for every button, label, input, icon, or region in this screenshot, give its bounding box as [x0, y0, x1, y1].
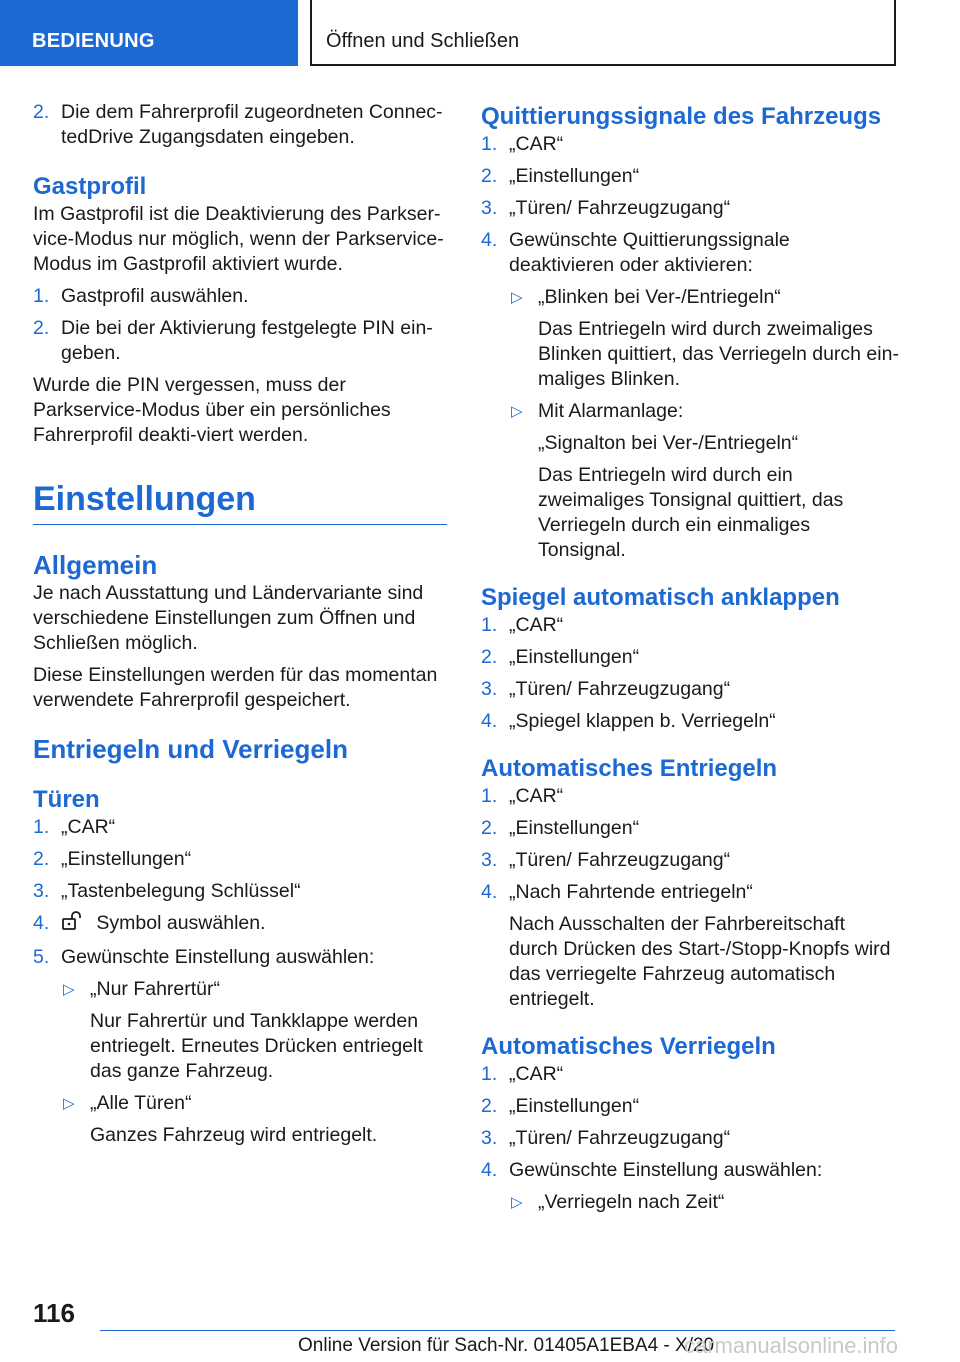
item-number: 2.	[481, 817, 498, 839]
item-number: 4.	[481, 229, 498, 251]
item-text: Gewünschte Einstellung auswählen:	[61, 946, 375, 968]
item-text: „CAR“	[509, 133, 564, 155]
sub-item-label: Mit Alarmanlage:	[538, 400, 684, 422]
item-text: „Einstellungen“	[509, 817, 640, 839]
item-number: 2.	[33, 848, 50, 870]
item-number: 2.	[33, 317, 50, 339]
section-label: BEDIENUNG	[32, 30, 155, 52]
item-text: „Türen/ Fahrzeugzugang“	[509, 678, 731, 700]
item-text: Symbol auswählen.	[96, 912, 266, 934]
heading-quittierung: Quittierungssignale des Fahrzeugs	[481, 103, 882, 130]
heading-tueren: Türen	[33, 786, 100, 813]
unlock-icon	[61, 911, 85, 938]
item-text: „Einstellungen“	[509, 1095, 640, 1117]
list-item	[481, 1062, 899, 1087]
list-item	[481, 848, 899, 873]
item-number: 4.	[481, 1159, 498, 1181]
item-text: „CAR“	[509, 614, 564, 636]
item-number: 2.	[481, 165, 498, 187]
heading-spiegel: Spiegel automatisch anklappen	[481, 584, 840, 611]
page-number: 116	[33, 1298, 75, 1328]
list-item	[33, 879, 447, 904]
item-text: „Tastenbelegung Schlüssel“	[61, 880, 301, 902]
item-number: 3.	[33, 880, 50, 902]
item-text: „CAR“	[61, 816, 116, 838]
heading-auto-entriegeln: Automatisches Entriegeln	[481, 755, 778, 782]
sub-item-desc: Das Entriegeln wird durch zweimaliges Blinken quittiert, das Verriegeln durch ein-maliges Blinken.	[538, 318, 899, 390]
list-item	[481, 1094, 899, 1119]
list-item	[481, 880, 899, 905]
item-text: „Spiegel klappen b. Verriegeln“	[509, 710, 776, 732]
item-number: 4.	[33, 912, 50, 934]
heading-einstellungen: Einstellungen	[33, 480, 256, 518]
item-text: „Türen/ Fahrzeugzugang“	[509, 197, 731, 219]
auto-entriegeln-note: Nach Ausschalten der Fahrbereitschaft durch Drücken des Start-/Stopp-Knopfs wird das verriegelte Fahrzeug automatisch entriegelt.	[509, 913, 891, 1010]
list-item	[33, 945, 447, 970]
item-number: 1.	[481, 614, 498, 636]
sub-item	[481, 1190, 899, 1215]
item-number: 1.	[33, 285, 50, 307]
item-text: „Einstellungen“	[509, 646, 640, 668]
item-text: „Einstellungen“	[61, 848, 192, 870]
item-number: 2.	[481, 1095, 498, 1117]
item-text: Gewünschte Einstellung auswählen:	[509, 1159, 823, 1181]
list-item	[481, 645, 899, 670]
triangle-right-icon: ▷	[511, 403, 523, 420]
list-item	[481, 1158, 899, 1183]
item-number: 1.	[481, 1063, 498, 1085]
heading-allgemein: Allgemein	[33, 550, 158, 580]
item-text: „Einstellungen“	[509, 165, 640, 187]
page-header	[0, 0, 960, 66]
heading-gastprofil: Gastprofil	[33, 173, 147, 200]
item-text: „Türen/ Fahrzeugzugang“	[509, 849, 731, 871]
left-column	[33, 100, 447, 1155]
sub-item	[33, 977, 447, 1002]
sub-item-label: „Nur Fahrertür“	[90, 978, 221, 1000]
item-text: „CAR“	[509, 1063, 564, 1085]
item-number: 1.	[481, 785, 498, 807]
sub-item-label: „Alle Türen“	[90, 1092, 192, 1114]
sub-item-desc: Nur Fahrertür und Tankklappe werden entriegelt. Erneutes Drücken entriegelt das ganze Fahrzeug.	[90, 1010, 423, 1082]
list-item	[33, 847, 447, 872]
item-number: 1.	[481, 133, 498, 155]
item-number: 5.	[33, 946, 50, 968]
watermark: carmanualsonline.info	[684, 1333, 899, 1358]
sub-item-label: „Blinken bei Ver-/Entriegeln“	[538, 286, 781, 308]
list-item	[481, 132, 899, 157]
item-number: 2.	[33, 101, 50, 123]
item-number: 3.	[481, 1127, 498, 1149]
list-item	[481, 709, 899, 734]
item-text: Gastprofil auswählen.	[61, 285, 249, 307]
list-item	[481, 677, 899, 702]
list-item	[33, 815, 447, 840]
chapter-title: Öffnen und Schließen	[326, 30, 520, 52]
list-item	[481, 1126, 899, 1151]
item-number: 3.	[481, 678, 498, 700]
heading-entriegeln: Entriegeln und Verriegeln	[33, 734, 348, 764]
section-tab	[0, 0, 298, 66]
triangle-right-icon: ▷	[511, 289, 523, 306]
list-item	[481, 164, 899, 189]
item-number: 4.	[481, 881, 498, 903]
heading-einstellungen-wrap	[33, 478, 447, 525]
triangle-right-icon: ▷	[63, 981, 75, 998]
item-text: Die bei der Aktivierung festgelegte PIN ein-geben.	[61, 317, 433, 364]
list-item	[481, 228, 899, 278]
footer-online-version: Online Version für Sach-Nr. 01405A1EBA4 - X/20	[298, 1335, 715, 1356]
item-number: 1.	[33, 816, 50, 838]
item-text: Gewünschte Quittierungssignale deaktivieren oder aktivieren:	[509, 229, 790, 276]
footer-divider	[100, 1330, 895, 1331]
item-text: „Türen/ Fahrzeugzugang“	[509, 1127, 731, 1149]
item-text: „Nach Fahrtende entriegeln“	[509, 881, 753, 903]
item-number: 4.	[481, 710, 498, 732]
sub-item-desc: „Signalton bei Ver-/Entriegeln“	[538, 432, 799, 454]
list-item	[33, 911, 447, 938]
allgemein-p2: Diese Einstellungen werden für das momentan verwendete Fahrerprofil gespeichert.	[33, 664, 438, 711]
list-item	[481, 784, 899, 809]
allgemein-p1: Je nach Ausstattung und Ländervariante sind verschiedene Einstellungen zum Öffnen und Schließen möglich.	[33, 582, 424, 654]
chapter-title-box	[310, 0, 896, 66]
list-item	[481, 613, 899, 638]
list-item	[481, 816, 899, 841]
list-item	[33, 316, 447, 366]
sub-item	[33, 1091, 447, 1116]
gastprofil-note: Wurde die PIN vergessen, muss der Parkservice-Modus über ein persönliches Fahrerprofil deakti-viert werden.	[33, 374, 391, 446]
triangle-right-icon: ▷	[511, 1194, 523, 1211]
item-number: 3.	[481, 197, 498, 219]
gastprofil-intro: Im Gastprofil ist die Deaktivierung des Parkser-vice-Modus nur möglich, wenn der Parkservice-Modus im Gastprofil aktiviert wurde.	[33, 203, 444, 275]
sub-item	[481, 285, 899, 310]
item-text: „CAR“	[509, 785, 564, 807]
item-number: 3.	[481, 849, 498, 871]
list-item	[33, 284, 447, 309]
item-number: 2.	[481, 646, 498, 668]
sub-item-label: „Verriegeln nach Zeit“	[538, 1191, 725, 1213]
sub-item-desc: Das Entriegeln wird durch ein zweimaliges Tonsignal quittiert, das Verriegeln durch ein einmaliges Tonsignal.	[538, 464, 844, 561]
sub-item	[481, 399, 899, 424]
triangle-right-icon: ▷	[63, 1095, 75, 1112]
sub-item-desc: Ganzes Fahrzeug wird entriegelt.	[90, 1124, 378, 1146]
item-text: Die dem Fahrerprofil zugeordneten Connec-tedDrive Zugangsdaten eingeben.	[61, 101, 443, 148]
list-item	[33, 100, 447, 150]
right-column	[481, 100, 899, 1222]
heading-auto-verriegeln: Automatisches Verriegeln	[481, 1033, 776, 1060]
list-item	[481, 196, 899, 221]
